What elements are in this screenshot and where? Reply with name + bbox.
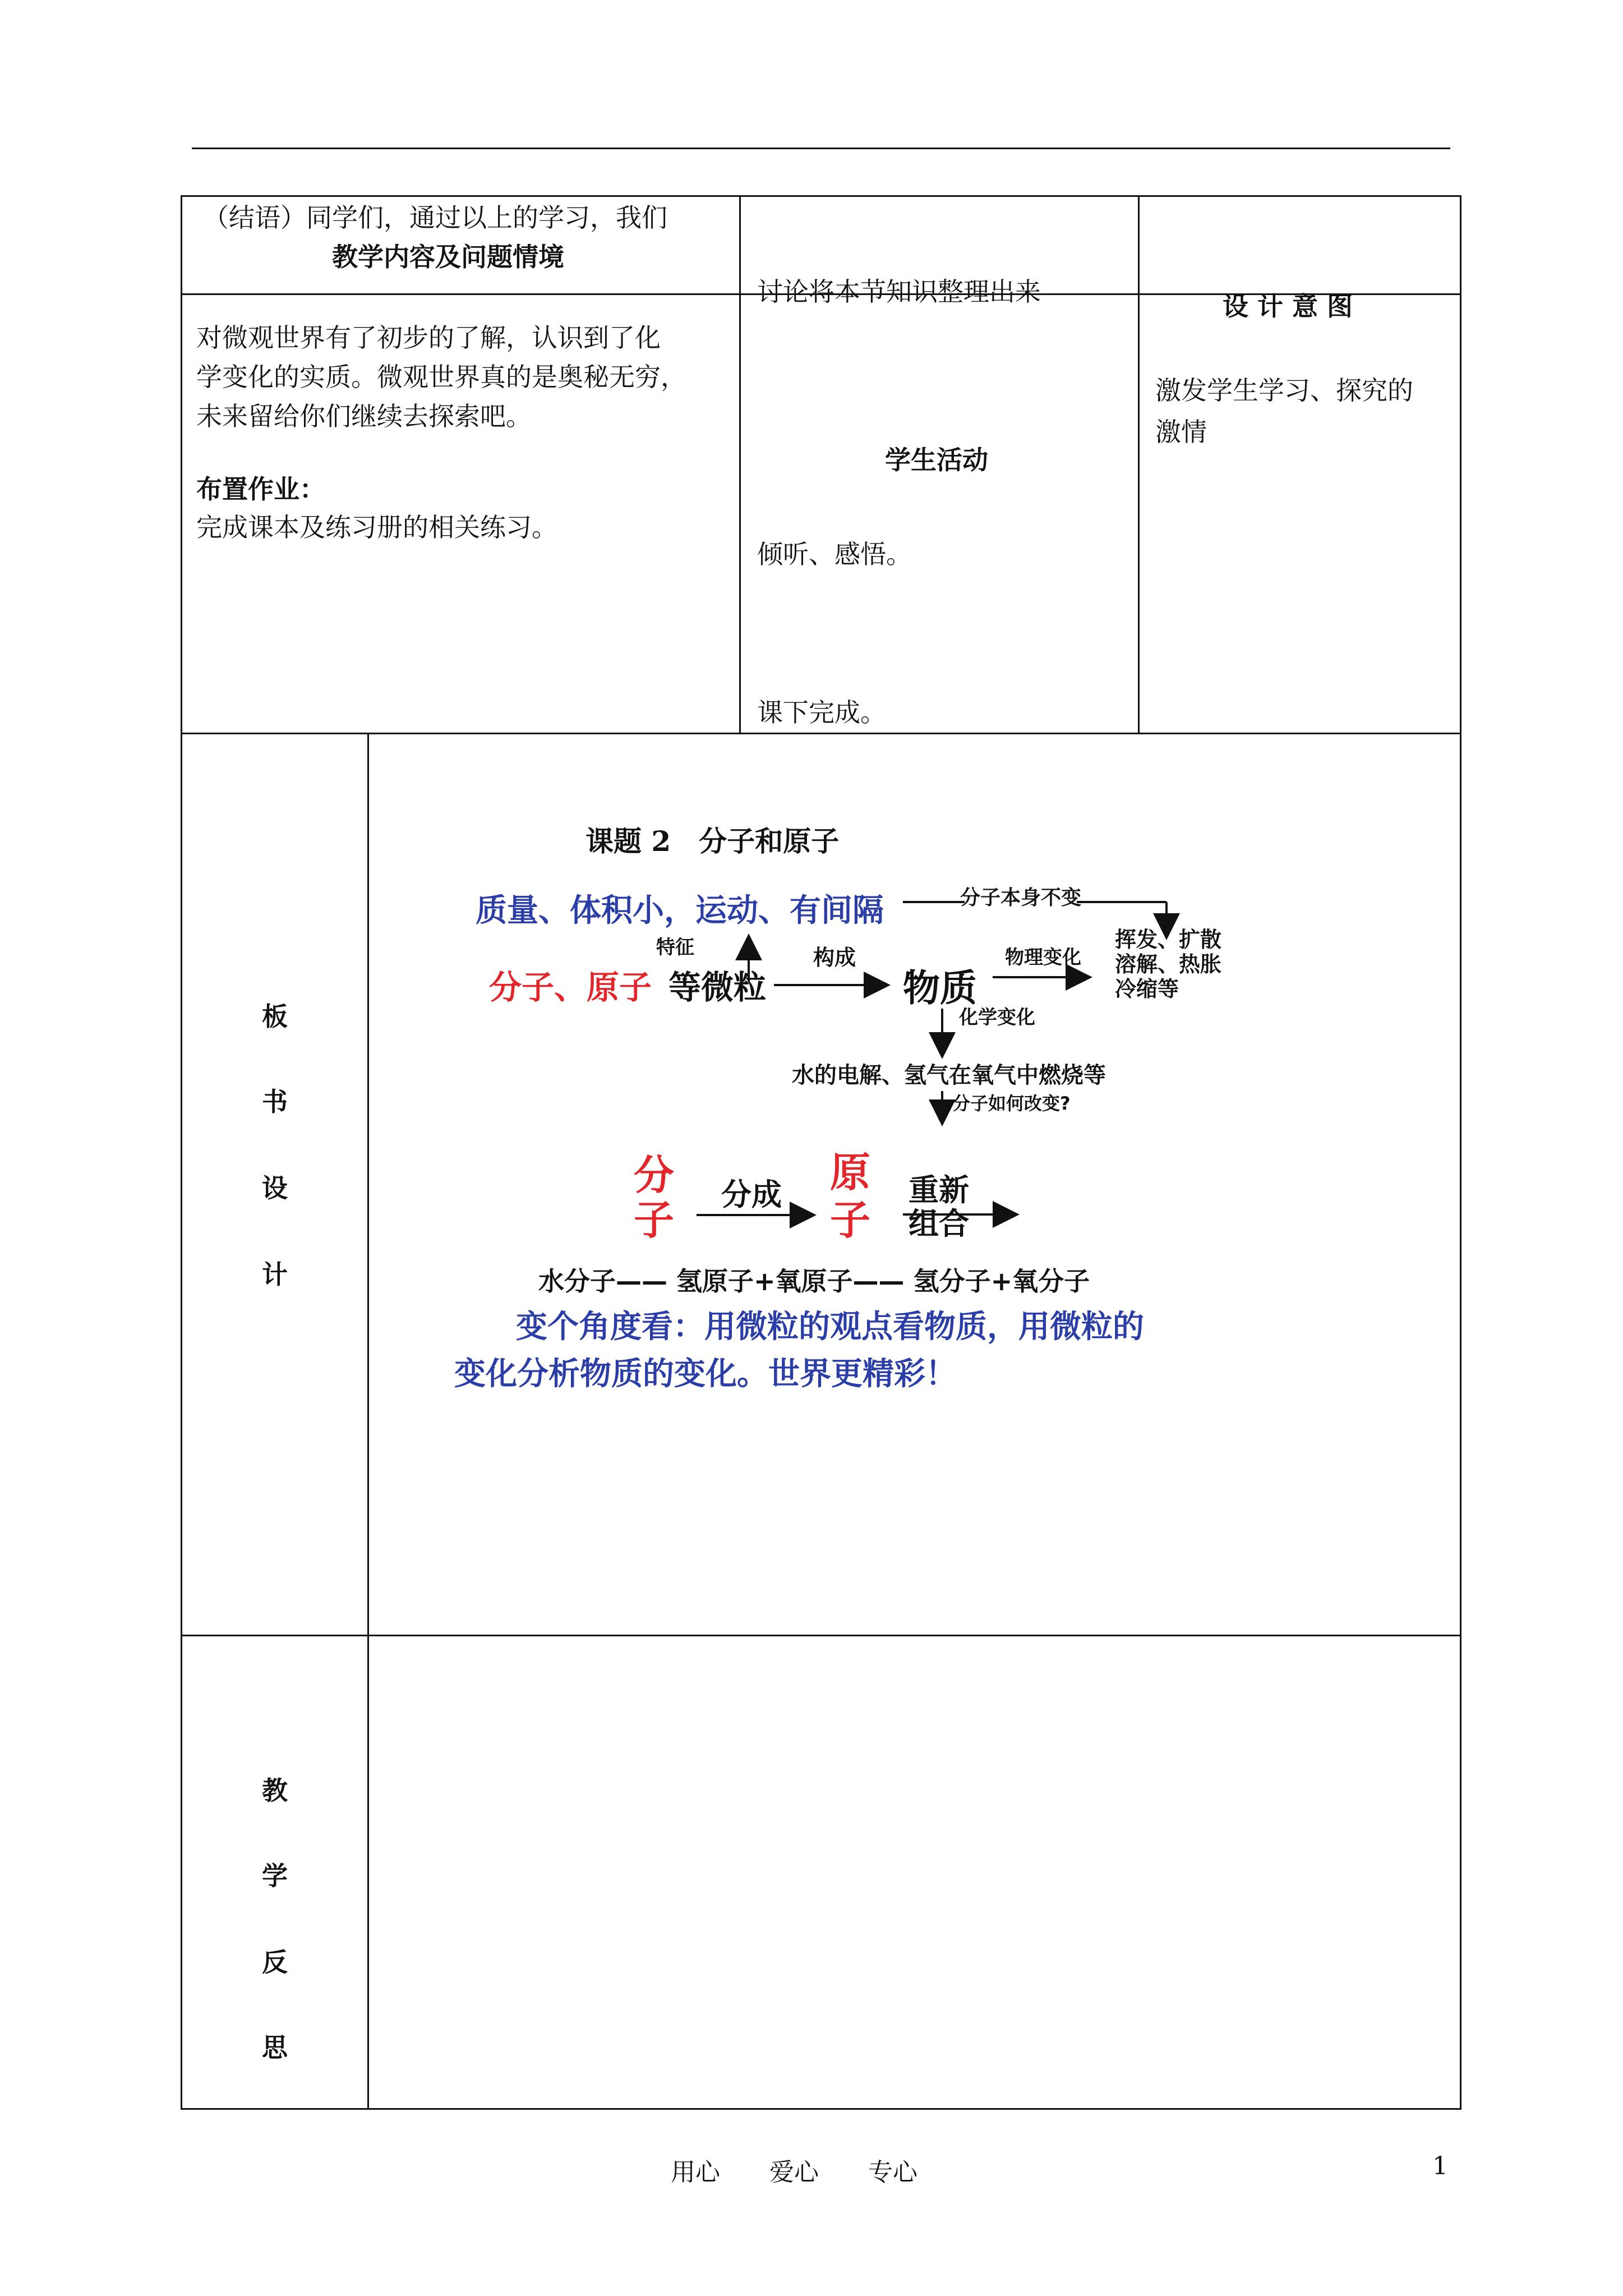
molecule-unchanged-label: 分子本身不变 <box>960 886 1082 909</box>
reflection-label-char: 教 <box>262 1775 288 1806</box>
particle-properties: 质量、体积小，运动、有间隔 <box>476 892 884 929</box>
split-label: 分成 <box>721 1177 782 1212</box>
board-label-char: 板 <box>262 1001 288 1032</box>
page-number: 1 <box>1432 2152 1448 2180</box>
equation-line: 水分子—— 氢原子+氧原子—— 氢分子+氧分子 <box>538 1266 1090 1296</box>
matter-label: 物质 <box>903 967 977 1010</box>
atom-char-1: 原 <box>830 1149 871 1196</box>
compose-label: 构成 <box>813 945 856 970</box>
closing-remark-p1-line3: 未来留给你们继续去探索吧。 <box>196 401 532 431</box>
student-column-header: 学生活动 <box>885 445 988 475</box>
recombine-label-1: 重新 <box>909 1172 969 1208</box>
footer-item: 用心 <box>671 2158 720 2187</box>
table-right-border <box>1460 195 1461 2110</box>
physical-example-3: 冷缩等 <box>1115 977 1179 1001</box>
how-change-label: 分子如何改变? <box>952 1093 1071 1114</box>
footer-item: 爱心 <box>769 2158 819 2187</box>
page-header-rule <box>192 148 1450 149</box>
physical-change-label: 物理变化 <box>1005 946 1081 969</box>
particles-rest: 等微粒 <box>668 968 767 1006</box>
homework-text: 完成课本及练习册的相关练习。 <box>196 512 557 542</box>
physical-example-1: 挥发、扩散 <box>1115 927 1222 952</box>
column-divider-1 <box>739 195 741 734</box>
header-underline-left <box>181 293 740 295</box>
intent-text-line1: 激发学生学习、探究的 <box>1155 375 1413 406</box>
footer-item: 专心 <box>868 2158 917 2187</box>
molecule-char-1: 分 <box>634 1152 675 1199</box>
reflection-label-char: 思 <box>262 2032 288 2063</box>
intent-text-line2: 激情 <box>1155 417 1207 447</box>
molecule-char-2: 子 <box>634 1197 675 1244</box>
table-bottom-border <box>181 2108 1461 2110</box>
conclusion-line2: 变化分析物质的变化。世界更精彩！ <box>454 1356 957 1392</box>
atom-char-2: 子 <box>830 1197 871 1244</box>
teacher-column-header: 教学内容及问题情境 <box>332 242 564 272</box>
board-title: 课题 2 分子和原子 <box>585 825 840 858</box>
board-label-char: 设 <box>262 1173 288 1203</box>
recombine-label-2: 组合 <box>909 1206 969 1241</box>
student-activity-line3: 课下完成。 <box>757 697 886 728</box>
table-border-reflection-top <box>181 1635 1461 1636</box>
reflection-label-char: 反 <box>262 1947 288 1977</box>
column-divider-2 <box>1138 195 1140 734</box>
board-label-char: 书 <box>262 1087 288 1117</box>
intent-column-header: 设 计 意 图 <box>1223 291 1353 321</box>
chemical-change-label: 化学变化 <box>959 1006 1035 1029</box>
student-activity-line1: 讨论将本节知识整理出来 <box>757 277 1041 307</box>
board-label-char: 计 <box>262 1259 288 1290</box>
student-activity-line2: 倾听、感悟。 <box>757 539 912 569</box>
closing-remark-p1-line2: 学变化的实质。微观世界真的是奥秘无穷， <box>196 362 686 392</box>
homework-title: 布置作业： <box>196 474 325 504</box>
physical-example-2: 溶解、热胀 <box>1115 952 1222 977</box>
conclusion-line1: 变个角度看：用微粒的观点看物质，用微粒的 <box>516 1309 1144 1345</box>
reactions-label: 水的电解、氢气在氧气中燃烧等 <box>792 1062 1106 1088</box>
label-column-divider <box>367 733 369 2110</box>
closing-remark-p1-line1: 对微观世界有了初步的了解，认识到了化 <box>196 323 661 353</box>
board-diagram <box>437 864 1301 1397</box>
particles-red: 分子、原子 <box>489 968 652 1006</box>
feature-label: 特征 <box>656 936 694 959</box>
table-left-border <box>181 195 182 2110</box>
closing-remark-line1: （结语）同学们，通过以上的学习，我们 <box>203 203 667 233</box>
reflection-label-char: 学 <box>262 1861 288 1891</box>
